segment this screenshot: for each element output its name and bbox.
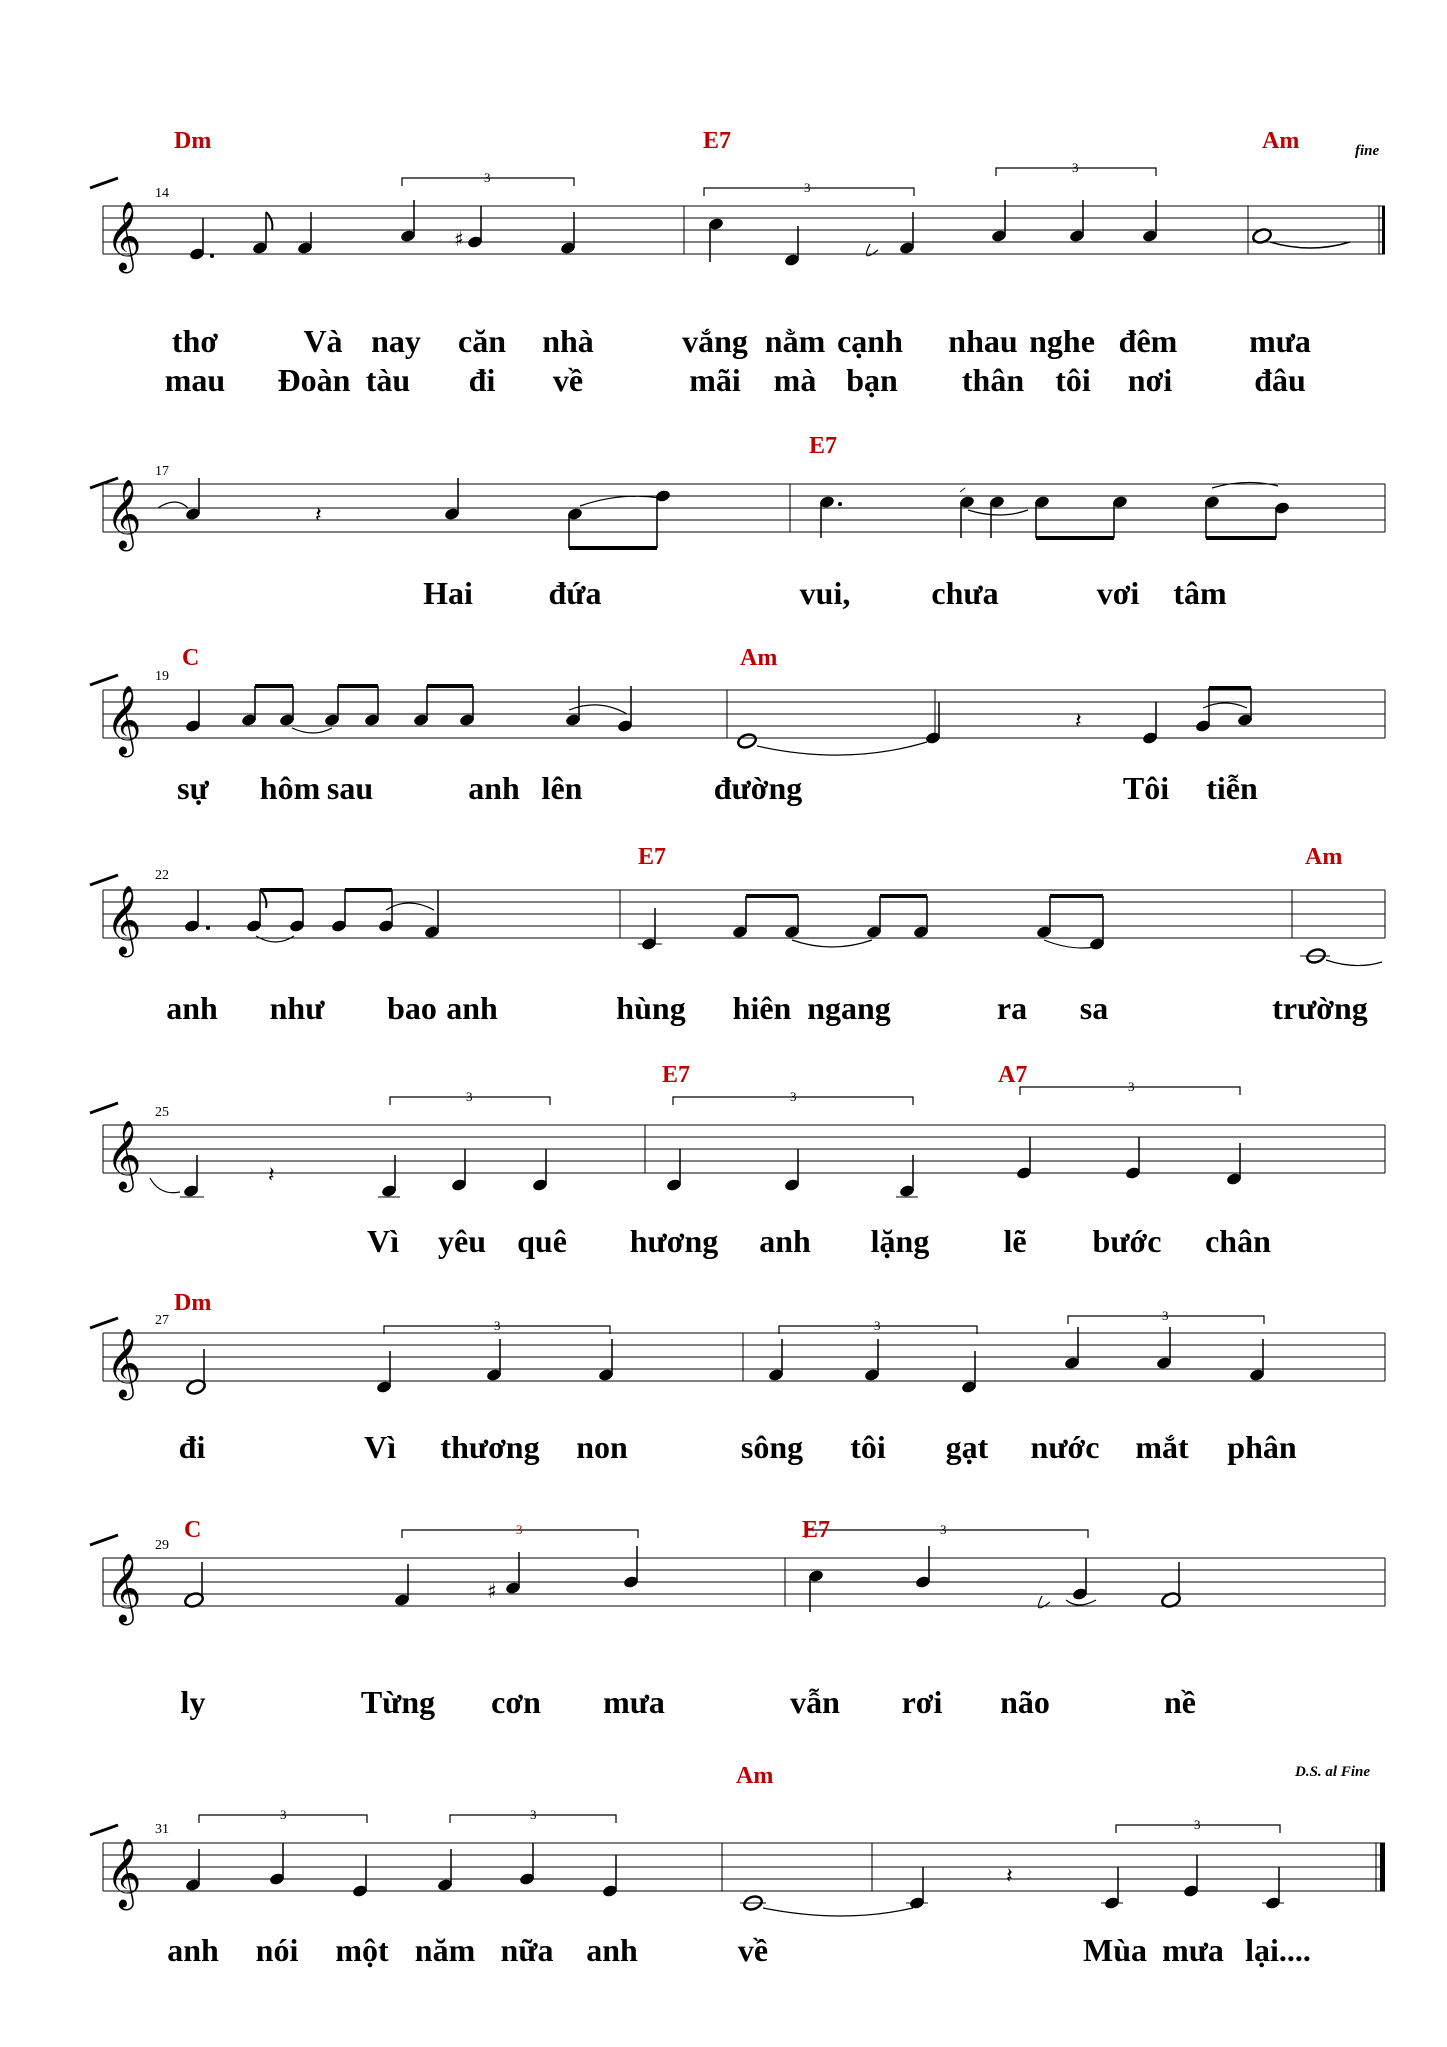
lyric: đâu [1254,362,1306,398]
lyric: Và [303,323,343,359]
lyric: lặng [870,1223,930,1259]
svg-text:3: 3 [1194,1817,1201,1832]
lyric: anh [446,990,498,1026]
svg-text:3: 3 [466,1089,473,1104]
lyric: ngang [807,990,891,1026]
svg-text:𝄞: 𝄞 [106,1328,142,1398]
lyric: nước [1030,1429,1100,1465]
lyric: tâm [1173,575,1227,611]
chord-symbol: Am [736,1763,774,1789]
chord-symbol: Dm [174,128,212,154]
lyric: vẫn [790,1684,840,1720]
lyric: bạn [846,362,898,398]
lyric: đứa [548,575,602,611]
fine-marking: fine [1355,143,1380,159]
chord-symbol: C [184,1517,202,1543]
svg-text:𝄽: 𝄽 [1075,709,1082,734]
chord-symbol: C [182,645,200,671]
lyric: thơ [171,323,219,359]
lyric: đi [178,1429,206,1465]
chord-symbol: Dm [174,1290,212,1316]
svg-text:3: 3 [874,1318,881,1333]
lyric: mưa [1162,1932,1224,1968]
lyric: đi [468,362,496,398]
lyric: tàu [365,362,411,398]
lyric: phân [1227,1429,1297,1465]
lyric: vắng [682,323,748,359]
svg-text:𝄽: 𝄽 [268,1163,275,1188]
measure-number: 31 [155,1822,169,1837]
lyric: rơi [901,1684,943,1720]
lyric: căn [458,323,506,359]
lyric: lại.... [1245,1932,1311,1968]
lyric: não [1000,1684,1050,1720]
lyric: nhà [542,323,594,359]
lyric: vui, [799,575,851,611]
lyric: nhau [948,323,1018,359]
lyric: về [552,362,584,398]
svg-text:3: 3 [804,180,811,195]
lyric: như [269,990,325,1026]
svg-text:♯: ♯ [487,1579,497,1603]
lyric: nằm [764,323,826,359]
svg-text:3: 3 [1128,1079,1135,1094]
measure-number: 19 [155,669,169,684]
chord-symbol: E7 [703,128,732,154]
lyric: ra [996,990,1028,1026]
lyric: Đoàn [277,362,351,398]
lyric: chưa [931,575,999,611]
lyric: yêu [438,1223,486,1259]
lyric: sự [177,770,209,806]
lyric: ly [180,1684,206,1720]
lyric: hùng [616,990,686,1026]
lyric: sa [1079,990,1109,1026]
lyric: hôm [259,770,321,806]
lyric: sông [740,1429,804,1465]
lyric: nơi [1127,362,1173,398]
lyric: trường [1272,990,1368,1026]
lyric: mưa [1249,323,1311,359]
lyric: bao [387,990,437,1026]
chord-symbol: E7 [638,844,667,870]
svg-text:𝄞: 𝄞 [106,885,142,955]
svg-text:3: 3 [1072,160,1079,175]
lyric: Mùa [1083,1932,1147,1968]
svg-text:𝄞: 𝄞 [106,201,142,271]
svg-text:𝄽: 𝄽 [315,503,322,528]
lyric: anh [167,1932,219,1968]
chord-symbol: Am [1305,844,1343,870]
lyric: hiên [732,990,792,1026]
lyric: thương [440,1429,540,1465]
lyric: một [335,1932,389,1968]
lyric: sau [326,770,374,806]
lyric: mắt [1135,1429,1189,1465]
svg-text:3: 3 [940,1522,947,1537]
chord-symbol: E7 [809,433,838,459]
lyric: bước [1092,1223,1162,1259]
lyric: Vì [364,1429,396,1465]
lyric: về [737,1932,769,1968]
lyric: vơi [1096,575,1140,611]
chord-symbol: E7 [802,1517,831,1543]
measure-number: 29 [155,1538,169,1553]
lyric: lên [541,770,583,806]
lyric: tôi [850,1429,886,1465]
lyric: cạnh [837,323,903,359]
lyric: Tôi [1122,770,1170,806]
lyric: thân [961,362,1025,398]
chord-symbol: Am [740,645,778,671]
lyric: Từng [360,1684,436,1720]
measure-number: 27 [155,1313,169,1328]
lyric: nữa [500,1932,554,1968]
svg-text:3: 3 [280,1807,287,1822]
svg-text:𝄞: 𝄞 [106,479,142,549]
svg-text:𝄞: 𝄞 [106,1120,142,1190]
chord-symbol: A7 [998,1062,1028,1088]
chord-symbol: E7 [662,1062,691,1088]
lyric: nay [371,323,421,359]
svg-text:♯: ♯ [454,227,464,251]
lyric: tôi [1055,362,1091,398]
measure-number: 14 [155,186,169,201]
measure-number: 25 [155,1105,169,1120]
lyric: anh [586,1932,638,1968]
lyric: gạt [945,1429,989,1465]
lyric: quê [517,1223,567,1259]
lyric: non [576,1429,628,1465]
lyric: cơn [491,1684,541,1720]
lyric: mà [773,362,817,398]
lyric: Vì [367,1223,399,1259]
svg-text:3: 3 [484,170,491,185]
lyric: mưa [603,1684,665,1720]
svg-text:3: 3 [494,1318,501,1333]
lyric: đường [713,770,803,806]
svg-text:3: 3 [790,1089,797,1104]
lyric: mãi [689,362,741,398]
lyric: lẽ [1003,1223,1027,1259]
lyric: mau [164,362,226,398]
svg-text:3: 3 [516,1522,523,1537]
svg-text:𝄞: 𝄞 [106,1838,142,1908]
svg-text:𝄽: 𝄽 [1006,1864,1013,1889]
lyric: anh [166,990,218,1026]
chord-symbol: Am [1262,128,1300,154]
lyric: hương [629,1223,719,1259]
svg-text:3: 3 [530,1807,537,1822]
measure-number: 17 [155,464,169,479]
lyric: anh [468,770,520,806]
svg-text:𝄞: 𝄞 [106,1553,142,1623]
lyric: tiễn [1206,770,1258,806]
svg-text:3: 3 [1162,1308,1169,1323]
lyric: chân [1205,1223,1271,1259]
lyric: nói [255,1932,299,1968]
lyric: nghe [1029,323,1095,359]
lyric: đêm [1118,323,1178,359]
lyric: năm [414,1932,476,1968]
svg-text:𝄞: 𝄞 [106,685,142,755]
measure-number: 22 [155,868,169,883]
ds-al-fine-marking: D.S. al Fine [1295,1764,1371,1780]
lyric: Hai [423,575,473,611]
lyric: anh [759,1223,811,1259]
lyric: nề [1164,1684,1196,1720]
